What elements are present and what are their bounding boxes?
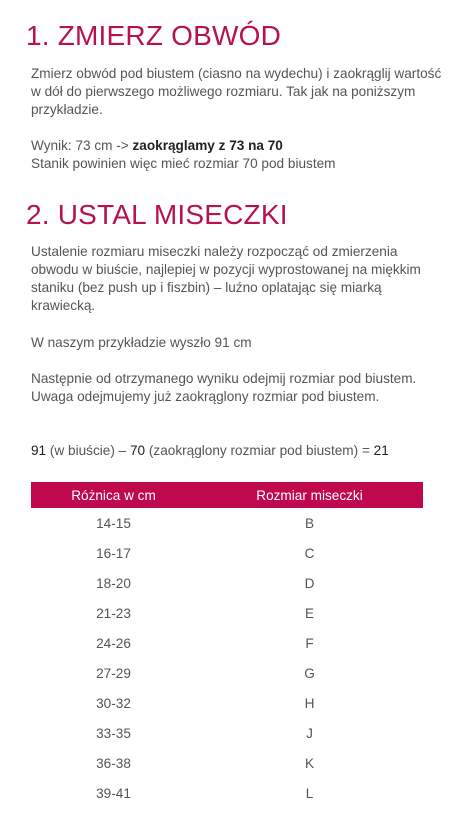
cell-difference: 30-32 [96,695,131,711]
result-rounded: zaokrąglamy z 73 na 70 [132,138,283,153]
cell-cup: H [304,695,315,711]
cup-size-table [31,482,423,808]
cup-formula [31,442,446,460]
header-difference: Różnica w cm [31,482,196,508]
cell-cup: C [304,545,315,561]
section-1-result [31,137,446,173]
table-row [31,628,423,658]
cell-difference: 16-17 [96,545,131,561]
table-row [31,598,423,628]
section-2-para-2: W naszym przykładzie wyszło 91 cm [31,335,252,350]
table-row [31,658,423,688]
cell-cup: K [304,755,315,771]
section-2-para-3: Następnie od otrzymanego wyniku odejmij rozmiar pod biustem. Uwaga odejmujemy już zaokrąglony rozmiar pod biustem. [31,371,417,404]
table-row [31,748,423,778]
section-2-para-1: Ustalenie rozmiaru miseczki należy rozpocząć od zmierzenia obwodu w biuście, najlepiej w pozycji wyprostowanej na miękkim staniku (bez push up i fiszbin) – luźno oplatając się miarką krawiecką. [31,244,421,313]
result-prefix: Wynik: 73 cm -> [31,138,133,153]
cell-cup: L [305,785,314,801]
section-1-title: 1. ZMIERZ OBWÓD [26,20,281,51]
formula-result: 21 [373,443,389,458]
table-row [31,778,423,808]
formula-underbust: 70 [129,443,146,458]
cell-difference: 18-20 [96,575,131,591]
table-row [31,538,423,568]
table-row [31,688,423,718]
formula-bust: 91 [31,443,47,458]
formula-text-1: (w biuście) – [46,443,130,458]
cell-cup: F [305,635,314,651]
table-row [31,718,423,748]
cell-cup: D [304,575,315,591]
header-cup-size: Rozmiar miseczki [196,482,423,508]
cell-cup: J [306,725,313,741]
cell-cup: G [304,665,315,681]
cell-cup: B [304,515,315,531]
table-row [31,508,423,538]
table-row [31,568,423,598]
cell-cup: E [304,605,315,621]
section-1-intro: Zmierz obwód pod biustem (ciasno na wydechu) i zaokrąglij wartość w dół do pierwszego możliwego rozmiaru. Tak jak na poniższym przykładzie. [31,66,442,117]
cell-difference: 21-23 [96,605,131,621]
cell-difference: 36-38 [96,755,131,771]
section-2-title: 2. USTAL MISECZKI [26,199,288,230]
cell-difference: 33-35 [96,725,131,741]
cell-difference: 14-15 [96,515,131,531]
formula-text-2: (zaokrąglony rozmiar pod biustem) = [145,443,374,458]
cell-difference: 24-26 [96,635,131,651]
result-conclusion: Stanik powinien więc mieć rozmiar 70 pod biustem [31,156,336,171]
cell-difference: 27-29 [96,665,131,681]
cell-difference: 39-41 [96,785,131,801]
table-header-row [31,482,423,508]
